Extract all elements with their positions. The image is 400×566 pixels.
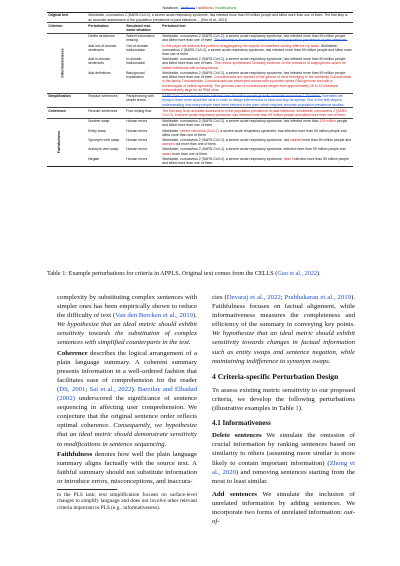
paragraph-faithfulness [57, 450, 197, 486]
text-run-italic: out-of- [212, 508, 355, 526]
paragraph-heading: Delete sentences [212, 432, 262, 440]
text-run: describes the logical arrangement of a plain language summary. A coherent summary presents information in a well-ordered fashion that facilitates ease of comprehension for the reader ( [57, 349, 197, 393]
perturbed-text-plain: more than one of them. [171, 151, 208, 156]
table-row [47, 128, 353, 137]
table-ref-link[interactable]: 1 [295, 405, 299, 413]
hypothesis-text: We hypothesize that an ideal metric should exhibit sensitivity towards the substitution of complex sentences with simplified counterparts in the text. [57, 321, 197, 347]
paragraph-heading: Faithfulness [57, 450, 93, 458]
perturbation-cell: Delete sentences [88, 34, 115, 39]
footnote-divider [57, 489, 117, 490]
perturbed-text-deletion: SARS-CoV-2 is a virus that has infected over 59 million people globally and killed more than 1.39 million. [162, 94, 322, 99]
notation-additions: additions [198, 6, 213, 10]
perturbed-text-plain: Worldwide, coronavirus 2 (SARS-CoV-2), a severe acute respiratory syndrome, has infected more than 59 million people and killed more than one of them. [162, 34, 346, 43]
situation-cell: Paraphrasing with simple terms [126, 94, 154, 103]
perturbed-text-plain: , a severe acute respiratory syndrome, has infected more than 59 million people and killed more than one of them. [162, 128, 347, 137]
text-run: We simulate the omission of crucial information by ranking sentences based on similarity to others (assuming more similar is more likely to contain important information) ( [212, 432, 356, 467]
perturbation-cell: Add out-of-domain sentences [88, 43, 117, 52]
perturbed-text-plain: Worldwide, coronavirus 2 (SARS-CoV-2), a severe acute respiratory syndrome, infected more than 59 million people and [162, 147, 346, 152]
situation-cell: Poor writing flow [126, 108, 152, 113]
perturbed-text-modification: Scientists are trying to learn more about the virus in order to design interventions to slow and stop its spread. One of the first steps is understanding how many people have been infected in the past, which requires accurate population prevalence studies. [162, 94, 345, 107]
right-column [212, 293, 355, 527]
perturbation-cell: Number swap [88, 119, 110, 124]
perturbed-text-modification: The first step is an accurate assessment of the population prevalence of past infections. Worldwide, coronavirus 2 (SARS-CoV-2), a severe acute respiratory syndrome, has infected more than 59 million people and killed more than one of them. [162, 108, 348, 118]
table-row [47, 108, 353, 118]
perturbation-cell: Add in-domain sentences [88, 57, 111, 66]
table-row [47, 147, 353, 156]
table-1 [47, 6, 353, 167]
paragraph-coherence [57, 349, 197, 449]
notations-legend: Notations: deletions/additions/modifications [162, 6, 237, 10]
hypothesis-text: We hypothesize that an ideal metric should exhibit sensitivity towards changes in factual information such as entity swaps and sentence negation, while maintaining indifference to synonym swaps. [212, 330, 355, 365]
original-text: Worldwide, coronavirus 2 (SARS-CoV-2), a severe acute respiratory syndrome, has infected more than 59 million people and killed more than one of them. The first step is an accurate assessment of the population prevalence of past infections ... (Kim et al., 2021) [88, 13, 348, 22]
table-row [47, 57, 353, 71]
perturbation-cell: Antonym verb swap [88, 147, 119, 152]
situation-cell: Human errors [126, 119, 148, 124]
paragraph-delete-sentences [212, 431, 355, 486]
paragraph-heading: Coherence [57, 349, 88, 357]
table-row [47, 70, 353, 93]
text-run: ). [131, 385, 138, 393]
text-run: ). Faithfulness focuses on factual alignment, while informativeness measures the completeness and efficiency of the summary in conveying key points. [212, 294, 355, 329]
perturbed-text-cell [161, 147, 353, 156]
citation-link[interactable]: Prabhakaran et al., 2019 [284, 294, 352, 301]
table-row [47, 33, 353, 43]
perturbed-text-addition: In this paper we address the problem of aggregating the outputs of classifiers solving different nlp tasks. [162, 43, 320, 48]
situation-cell: Background explanation [126, 70, 145, 80]
paragraph-add-sentences [212, 490, 355, 526]
text-run: To assess existing metric sensitivity to our proposed criteria, we develop the following perturbations (illustrative examples in Table [212, 386, 355, 413]
text-run: ). [298, 405, 303, 413]
perturbed-text-cell [161, 43, 353, 57]
table-row [47, 93, 353, 108]
caption-text-end: ). [317, 270, 321, 277]
perturbed-text-plain: Worldwide, coronavirus 2 (SARS-CoV-2), a severe acute respiratory syndrome, has infected more than 59 million people and killed more than one of them. [162, 57, 346, 66]
citation-link[interactable]: Barzilay and Elhadad (2002) [57, 385, 197, 403]
perturbed-text-addition: Coronaviruses are species of the genera of virus belonging to the subfamily Coronavirinae in the family Coronaviridae. Coronaviruses are enveloped viruses with a positive-sense RNA genome and with a nucleocapsid of helical symmetry. The genomic size of coronaviruses ranges from approximately 26 to 32 kilobases, extraordinarily large for an RNA virus. [162, 75, 352, 93]
caption-text: Table 1: Example perturbations for criteria in APPLS. Original text comes from the CELLS ( [47, 270, 278, 277]
perturbed-text-plain: out more than one of them. [174, 142, 217, 147]
table-row [47, 118, 353, 128]
text-run: ; [85, 385, 90, 393]
paragraph-intro [212, 386, 355, 413]
perturbed-text-cell [161, 93, 353, 108]
perturbed-text-cell [161, 138, 353, 147]
table-caption [47, 270, 357, 278]
perturbed-text-modification: 129 million [319, 119, 336, 124]
perturbed-text-modification: severe retrovirus (CoV-2) [180, 128, 219, 133]
group-informativeness [47, 33, 87, 93]
perturbation-cell: Synonym verb swap [88, 137, 120, 142]
situation-cell: Out-of-domain hallucination [126, 43, 149, 52]
header-criterion: Criterion [48, 23, 63, 28]
paragraph-faithfulness-cont [212, 293, 355, 366]
perturbed-text-plain: Worldwide, [162, 128, 181, 133]
situation-cell: Human errors [126, 137, 148, 142]
perturbed-text-plain: infected more than 59 million people and killed more than one of them. [162, 156, 349, 165]
header-perturbation: Perturbation [88, 23, 109, 28]
text-run: ). [193, 312, 197, 320]
perturbed-text-modification: damped [162, 142, 175, 147]
notation-deletions: deletions [180, 6, 196, 10]
perturbed-text-plain: people and killed more than one of them. [162, 119, 348, 128]
situation-cell: Human errors [126, 128, 148, 133]
perturbed-text-cell [161, 118, 353, 128]
perturbed-text-cell [161, 70, 353, 93]
perturbed-text-modification: stained [290, 137, 302, 142]
table-row [47, 138, 353, 147]
section-heading: 4 Criteria-specific Perturbation Design [212, 371, 339, 381]
paragraph-heading: Add sentences [212, 490, 257, 498]
citation-link[interactable]: DS, 2001 [59, 385, 86, 393]
text-run: denotes how well the plain language summary aligns factually with the source text. A faithful summary should not substitute information or introduce errors, misconceptions, and inaccura- [57, 450, 197, 485]
original-text-label: Original text [48, 13, 69, 18]
perturbation-cell: Negate [88, 156, 100, 161]
perturbed-text-plain: more than 59 million people and [301, 137, 352, 142]
citation-link[interactable]: Van den Bercken et al., 2019 [115, 312, 194, 320]
perturbed-text-cell [161, 128, 353, 137]
left-column [57, 293, 197, 511]
perturbed-text-cell [161, 33, 353, 43]
perturbed-text-cell [161, 156, 353, 166]
perturbed-text-plain: Worldwide, coronavirus 2 (SARS-CoV-2), a severe acute respiratory syndrome, has infected more than [162, 119, 320, 124]
perturbation-cell: Entity swap [88, 128, 106, 133]
situation-cell: Human errors [126, 147, 148, 152]
perturbed-text-cell [161, 108, 353, 118]
table-header-row [47, 23, 353, 33]
text-run: We simulate the inclusion of unrelated information by adding sentences. We incorporate two forms of unrelated information: [212, 490, 355, 516]
group-label-faithfulness: Faithfulness [57, 131, 62, 154]
perturbed-text-cell [161, 57, 353, 71]
perturbed-text-plain: Worldwide, coronavirus 2 (SARS-CoV-2), a severe acute respiratory syndrome, has infected more than 59 million people and killed more than one of them. [162, 43, 352, 57]
perturbed-text-deletion: The first step is an accurate assessment of the population prevalence of past infections. [214, 38, 348, 43]
situation-cell: In-domain hallucination [126, 57, 146, 66]
perturbed-text-modification: saved [162, 151, 172, 156]
caption-citation-link[interactable]: Guo et al., 2022 [277, 270, 318, 277]
perturbation-cell: Replace sentences [88, 94, 118, 99]
perturbed-text-plain: Worldwide, coronavirus 2 (SARS-CoV-2), a severe acute respiratory syndrome, has [162, 137, 291, 142]
text-run: complexity by substituting complex sentences with simpler ones has been empirically shown to reduce the difficulty of text ( [57, 294, 197, 320]
citation-link[interactable]: Zhong et al., 2020 [212, 459, 355, 476]
perturbation-cell: Add definitions [88, 70, 111, 75]
text-run: ; [280, 294, 285, 301]
table-row [47, 156, 353, 166]
notation-modifications: modifications [215, 6, 237, 10]
group-label-informativeness: Informativeness [60, 48, 65, 78]
perturbation-table [47, 12, 353, 167]
original-text-row [47, 13, 353, 23]
perturbed-text-addition: This review synthesised Scholarly evidence on the reduction of antipsychotic doses for stable individuals with schizophrenia... [162, 61, 346, 70]
perturbed-text-plain: Worldwide, coronavirus 2 (SARS-CoV-2), a severe acute respiratory syndrome, has infected more than 59 million people and killed more than one of them. [162, 70, 346, 80]
text-run: ) and removing sentences starting from the most to least similar. [212, 468, 356, 485]
subsection-heading: 4.1 Informativeness [212, 419, 271, 428]
perturbed-text-modification: hasn't [283, 156, 293, 161]
text-run: underscored the significance of sentence sequencing in affecting user comprehension. We conjecture that the original sentence order reflects optimal coherence. [57, 395, 197, 430]
citation-link[interactable]: Devaraj et al., 2022 [226, 294, 281, 301]
header-perturbed-text: Perturbed text [162, 23, 186, 28]
situation-cell: Salient information missing [126, 34, 155, 43]
perturbation-cell: Reorder sentences [88, 108, 118, 113]
criterion-coherence: Coherence [48, 108, 66, 113]
footnote: to the PLS task; text simplification focuses on surface-level changes to simplify language and does not involve other relevant criteria important to PLS (e.g., informativeness). [57, 491, 197, 511]
table-row [47, 43, 353, 57]
citation-link[interactable]: Sai et al., 2022 [89, 385, 132, 393]
perturbed-text-plain: Worldwide, coronavirus 2 (SARS-CoV-2), a severe acute respiratory syndrome, [162, 156, 284, 161]
text-run: cies ( [212, 294, 227, 301]
paragraph-simplification [57, 293, 197, 348]
header-situation: Simulated real-world situation [126, 23, 151, 33]
hypothesis-text: Consequently, we hypothesize that an ideal metric should demonstrate sensitivity to modifications in sentence sequencing. [57, 422, 197, 448]
notations-label: Notations: [162, 6, 179, 10]
criterion-simplification: Simplification [48, 94, 71, 99]
group-faithfulness [47, 118, 87, 166]
situation-cell: Human errors [126, 156, 148, 161]
